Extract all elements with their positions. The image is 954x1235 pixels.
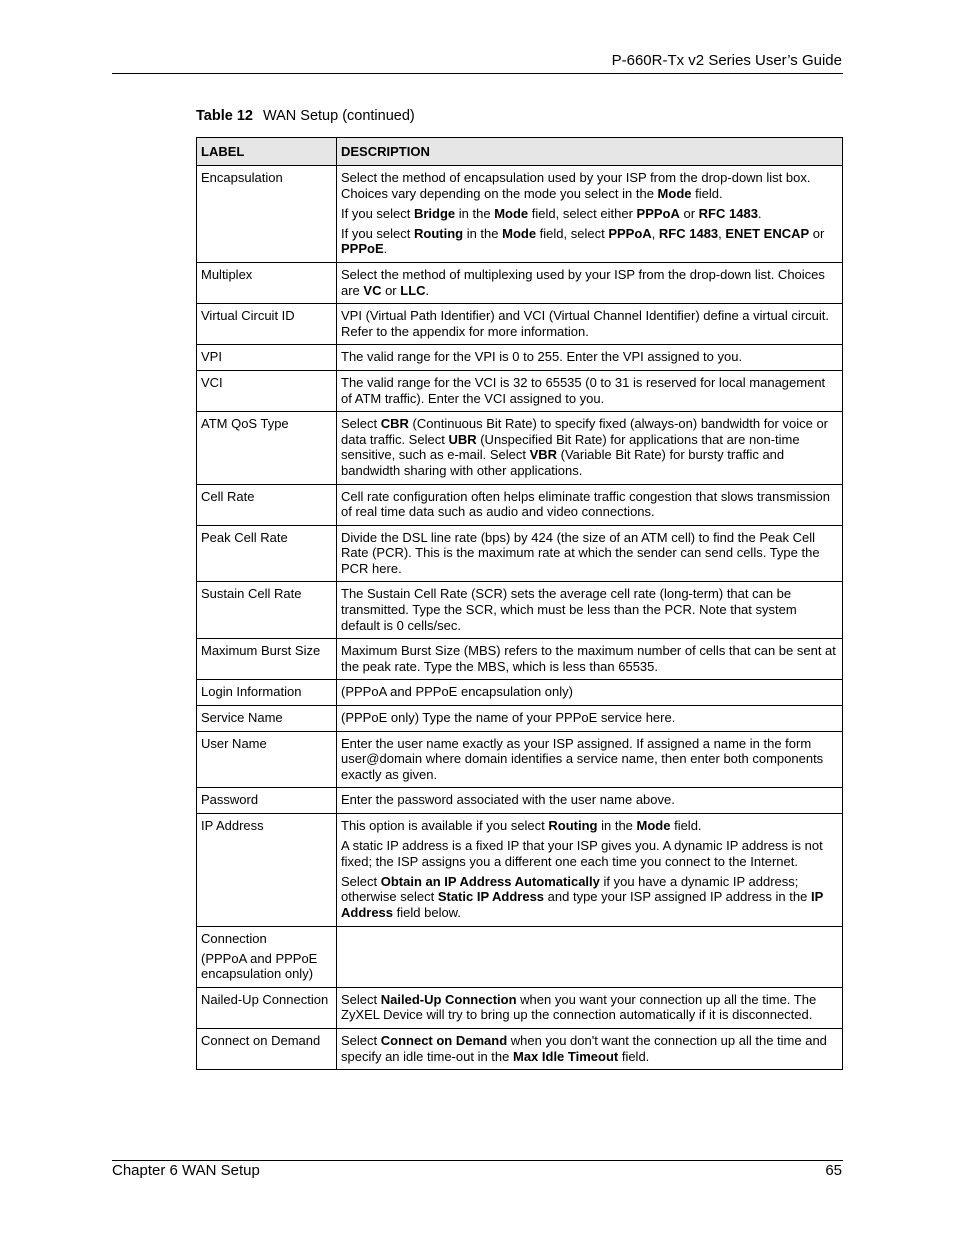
row-label-cell (197, 166, 337, 263)
row-label-text: Multiplex (201, 266, 253, 282)
description-text: field. (691, 185, 723, 201)
description-paragraph (341, 792, 838, 808)
description-text: Select the method of multiplexing used by your ISP from the drop-down list. Choices are (341, 266, 825, 298)
description-paragraph (341, 643, 838, 674)
table-row (197, 788, 843, 814)
bold-term: Bridge (413, 205, 456, 221)
description-paragraph (341, 530, 838, 577)
row-label-cell (197, 370, 337, 411)
bold-term: VC (363, 282, 382, 298)
row-description-cell (337, 788, 843, 814)
row-label-text: Cell Rate (201, 488, 255, 504)
description-paragraph (341, 170, 838, 201)
row-label-cell (197, 525, 337, 582)
footer-divider (112, 1160, 843, 1161)
row-label-cell (197, 639, 337, 680)
running-header-title: P-660R-Tx v2 Series User’s Guide (611, 52, 842, 69)
description-paragraph (341, 992, 838, 1023)
row-description-cell (337, 814, 843, 927)
description-paragraph (341, 710, 838, 726)
row-description-cell (337, 926, 843, 987)
row-label-text: Maximum Burst Size (201, 643, 321, 659)
description-text: in the (597, 818, 637, 833)
description-text: . (425, 282, 430, 298)
bold-term: Routing (413, 225, 464, 241)
description-paragraph (341, 736, 838, 783)
bold-term: Max Idle Timeout (512, 1048, 619, 1064)
row-description-cell (337, 706, 843, 732)
row-description-cell (337, 987, 843, 1028)
row-label-cell (197, 484, 337, 525)
row-label-text: ATM QoS Type (201, 416, 289, 432)
description-paragraph (341, 1033, 838, 1064)
description-paragraph (341, 206, 838, 222)
table-caption-title: WAN Setup (continued) (262, 108, 415, 124)
description-text: (PPPoE only) Type the name of your PPPoE service here. (341, 710, 676, 726)
description-text: If you select (341, 205, 414, 221)
row-label-text: User Name (201, 735, 267, 751)
bold-term: ENET ENCAP (725, 225, 810, 241)
description-text: (Continuous Bit Rate) to specify fixed (always-on) bandwidth for voice or data traffic. Select (341, 416, 829, 447)
description-text: . (757, 205, 762, 221)
bold-term: Connect on Demand (380, 1033, 508, 1049)
bold-term: RFC 1483 (658, 225, 719, 241)
table-row (197, 262, 843, 303)
column-header-label: LABEL (197, 138, 337, 166)
description-text: VPI (Virtual Path Identifier) and VCI (Virtual Channel Identifier) define a virtual circuit. Refer to the appendix for more information. (341, 308, 829, 339)
row-label-text: Service Name (201, 710, 283, 726)
description-paragraph (341, 308, 838, 339)
bold-term: Static IP Address (437, 889, 545, 905)
row-description-cell (337, 345, 843, 371)
row-description-cell (337, 680, 843, 706)
description-text: field. (670, 818, 702, 833)
description-text: or (381, 282, 401, 298)
description-paragraph (341, 684, 838, 700)
table-row (197, 166, 843, 263)
row-label-text: Sustain Cell Rate (201, 586, 302, 602)
bold-term: Routing (548, 818, 598, 833)
bold-term: PPPoA (636, 205, 680, 221)
description-text: A static IP address is a fixed IP that your ISP gives you. A dynamic IP address is not fixed; the ISP assigns you a different one each time you connect to the Internet. (341, 838, 823, 869)
table-caption-number: Table 12 (196, 108, 253, 124)
footer-page-number: 65 (825, 1162, 842, 1179)
row-description-cell (337, 370, 843, 411)
table-row (197, 1029, 843, 1070)
bold-term: UBR (448, 431, 477, 447)
description-text: Select (341, 416, 381, 432)
description-text: , (718, 225, 726, 241)
table-row (197, 731, 843, 788)
table-row (197, 525, 843, 582)
description-paragraph (341, 489, 838, 520)
table-row (197, 987, 843, 1028)
bold-term: VBR (529, 447, 558, 463)
row-description-cell (337, 639, 843, 680)
description-text: . (383, 241, 388, 257)
description-paragraph (341, 226, 838, 257)
description-text: Enter the user name exactly as your ISP assigned. If assigned a name in the form user@domain where domain identifies a service name, then enter both components exactly as given. (341, 735, 824, 782)
description-text: Maximum Burst Size (MBS) refers to the maximum number of cells that can be sent at the peak rate. Type the MBS, which is less than 65535. (341, 643, 836, 674)
description-text: This option is available if you select (341, 818, 549, 833)
description-text: The Sustain Cell Rate (SCR) sets the average cell rate (long-term) that can be transmitted. Type the SCR, which must be less than the PCR. Note that system default is 0 cells/sec. (341, 586, 797, 633)
row-label-cell (197, 814, 337, 927)
description-paragraph (341, 267, 838, 298)
row-label-text: IP Address (201, 818, 264, 833)
description-paragraph (341, 416, 838, 478)
table-row (197, 345, 843, 371)
row-label-cell (197, 987, 337, 1028)
description-text: field, select either (528, 205, 637, 221)
table-row (197, 412, 843, 484)
table-row (197, 706, 843, 732)
row-label-text: Encapsulation (201, 170, 283, 185)
description-text: field. (618, 1048, 650, 1064)
row-description-cell (337, 262, 843, 303)
description-text: if you have a dynamic IP address; otherwise select (341, 873, 799, 905)
description-text: in the (463, 225, 503, 241)
description-text: in the (455, 205, 495, 221)
row-description-cell (337, 304, 843, 345)
table-row (197, 370, 843, 411)
bold-term: Obtain an IP Address Automatically (380, 873, 600, 889)
description-text: when you want your connection up all the time. The ZyXEL Device will try to bring up the connection automatically if it is disconnected. (341, 991, 817, 1023)
description-text: Enter the password associated with the user name above. (341, 792, 675, 808)
row-label-cell (197, 731, 337, 788)
description-text: when you don't want the connection up all the time and specify an idle time-out in the (341, 1033, 827, 1064)
description-paragraph (341, 375, 838, 406)
footer-chapter: Chapter 6 WAN Setup (112, 1162, 260, 1179)
row-label-cell (197, 412, 337, 484)
row-label-text: Password (201, 792, 259, 808)
description-text: and type your ISP assigned IP address in the (544, 889, 811, 905)
row-label-text: (PPPoA and PPPoE encapsulation only) (201, 950, 318, 982)
description-text: If you select (341, 225, 414, 241)
table-row (197, 484, 843, 525)
row-label-cell (197, 926, 337, 987)
row-label-text: Peak Cell Rate (201, 529, 288, 545)
description-paragraph (341, 874, 838, 921)
row-description-cell (337, 731, 843, 788)
description-text: (Variable Bit Rate) for bursty traffic and bandwidth sharing with other applications. (341, 447, 785, 478)
table-row (197, 639, 843, 680)
row-label-cell (197, 304, 337, 345)
description-text: , (651, 225, 659, 241)
description-text: The valid range for the VCI is 32 to 65535 (0 to 31 is reserved for local management of ATM traffic). Enter the VCI assigned to you. (341, 374, 826, 406)
description-paragraph (341, 818, 838, 834)
table-header-row (197, 138, 843, 166)
table-row (197, 926, 843, 987)
row-description-cell (337, 582, 843, 639)
description-paragraph (341, 349, 838, 365)
bold-term: RFC 1483 (698, 205, 758, 221)
description-text: Divide the DSL line rate (bps) by 424 (the size of an ATM cell) to find the Peak Cell Rate (PCR). This is the maximum rate at which the sender can send cells. Type the PCR here. (341, 529, 820, 576)
row-label-cell (197, 582, 337, 639)
table-row (197, 814, 843, 927)
row-label-text: VPI (201, 349, 222, 365)
description-text: The valid range for the VPI is 0 to 255. Enter the VPI assigned to you. (341, 349, 743, 365)
description-text: field, select (536, 225, 609, 241)
description-text: Select (341, 873, 381, 889)
bold-term: PPPoA (608, 225, 652, 241)
row-description-cell (337, 484, 843, 525)
description-text: (Unspecified Bit Rate) for applications that are non-time sensitive, such as e-mail. Select (341, 431, 800, 463)
row-label-cell (197, 345, 337, 371)
row-label-text: Login Information (201, 684, 302, 700)
table-caption (196, 108, 415, 124)
description-text: Select (341, 991, 381, 1007)
table-body (197, 166, 843, 1070)
row-label-text: Connect on Demand (201, 1033, 321, 1049)
description-text: or (809, 225, 825, 241)
row-label-text: Nailed-Up Connection (201, 991, 329, 1007)
bold-term: Mode (502, 225, 537, 241)
description-text: Cell rate configuration often helps eliminate traffic congestion that slows transmission of real time data such as audio and video connections. (341, 488, 830, 520)
bold-term: Nailed-Up Connection (380, 991, 517, 1007)
bold-term: IP Address (341, 889, 824, 920)
bold-term: LLC (400, 282, 426, 298)
table-row (197, 304, 843, 345)
row-label-cell (197, 680, 337, 706)
description-paragraph (341, 586, 838, 633)
description-text: Select the method of encapsulation used by your ISP from the drop-down list box. Choices vary depending on the mode you select in the (341, 170, 811, 201)
table-row (197, 680, 843, 706)
row-label-cell (197, 706, 337, 732)
description-paragraph (341, 838, 838, 869)
column-header-description: DESCRIPTION (337, 138, 843, 166)
bold-term: Mode (494, 205, 529, 221)
row-description-cell (337, 166, 843, 263)
row-label-cell (197, 262, 337, 303)
wan-setup-table (196, 137, 843, 1070)
bold-term: Mode (657, 185, 692, 201)
description-text: field below. (393, 904, 461, 920)
description-text: or (679, 205, 699, 221)
description-text: Select (341, 1033, 381, 1049)
bold-term: Mode (636, 818, 671, 833)
bold-term: PPPoE (341, 241, 384, 257)
bold-term: CBR (380, 416, 409, 432)
row-description-cell (337, 412, 843, 484)
row-label-text: VCI (201, 374, 223, 390)
row-label-cell (197, 1029, 337, 1070)
row-description-cell (337, 1029, 843, 1070)
table-row (197, 582, 843, 639)
description-text: (PPPoA and PPPoE encapsulation only) (341, 684, 573, 700)
row-description-cell (337, 525, 843, 582)
row-label-cell (197, 788, 337, 814)
header-divider (112, 73, 843, 74)
row-label-text: Virtual Circuit ID (201, 308, 295, 324)
row-label-text: Connection (201, 930, 267, 946)
